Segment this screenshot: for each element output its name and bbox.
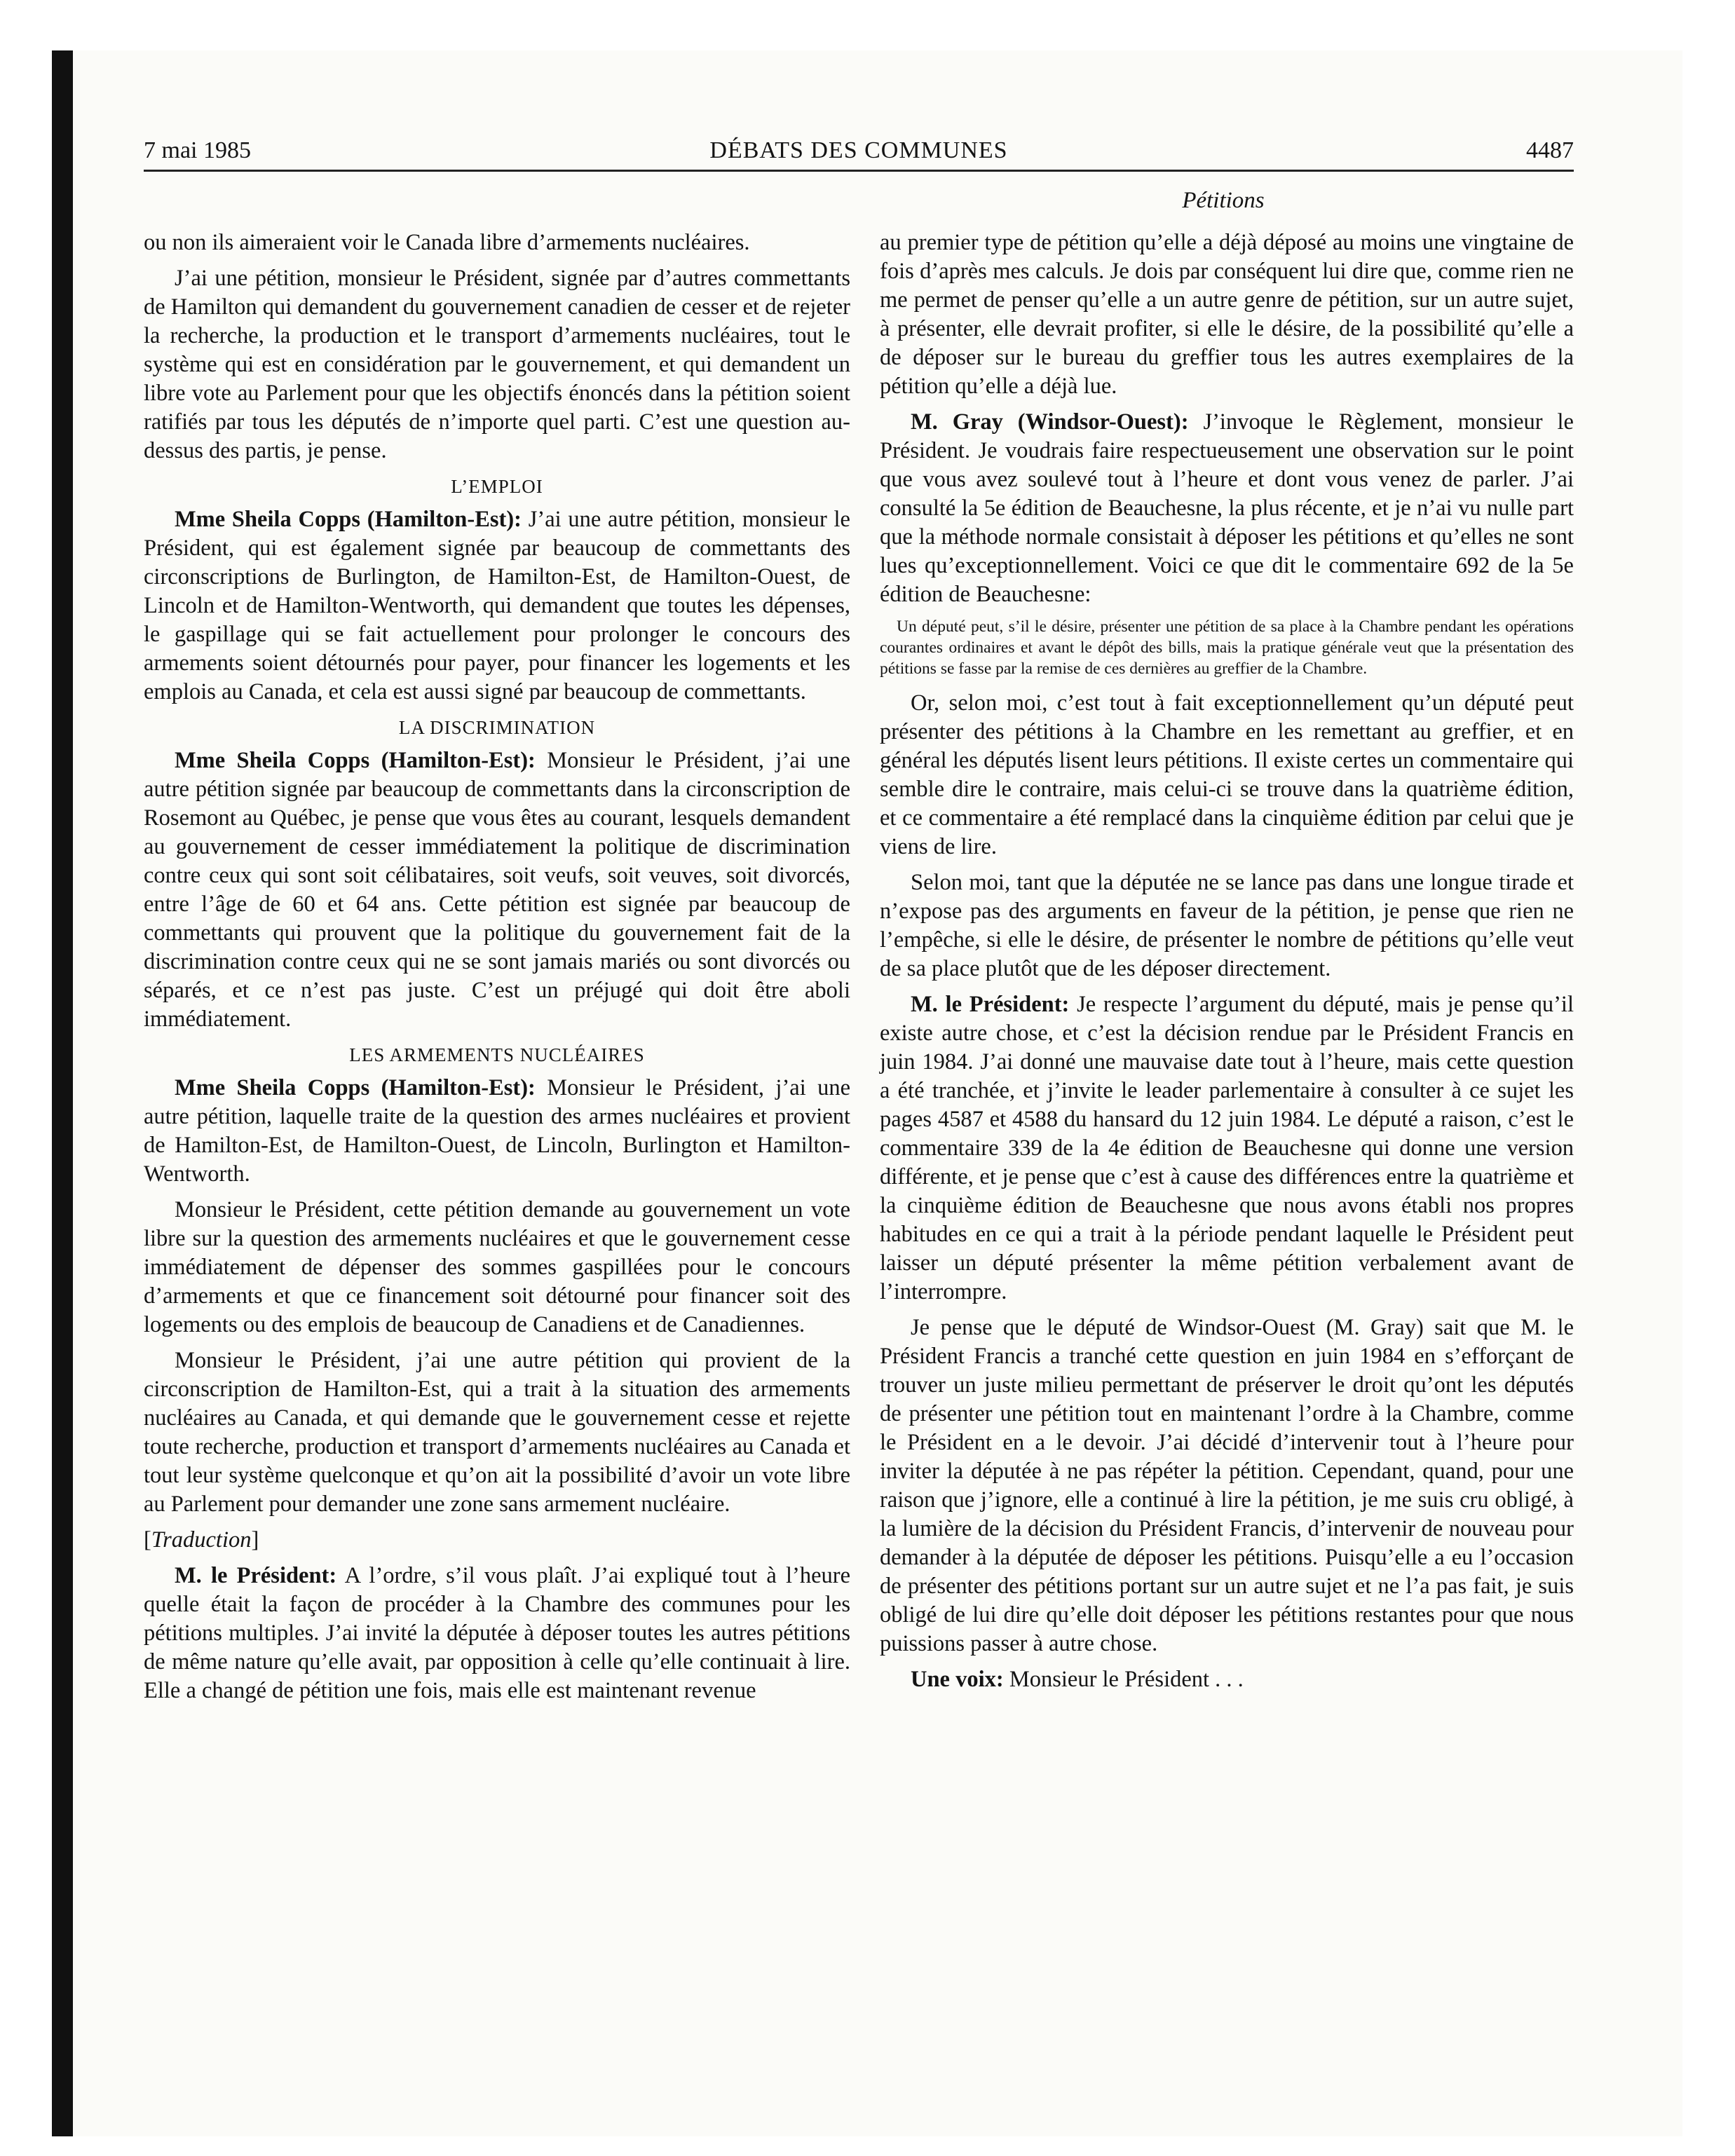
speech-paragraph bbox=[880, 1665, 1574, 1694]
scan-margin bbox=[0, 0, 53, 2156]
speaker-name: Mme Sheila Copps (Hamilton-Est): bbox=[175, 1075, 536, 1100]
speaker-name: Mme Sheila Copps (Hamilton-Est): bbox=[175, 507, 522, 532]
header-date: 7 mai 1985 bbox=[144, 137, 251, 163]
speech-paragraph bbox=[880, 408, 1574, 609]
subheading: LES ARMEMENTS NUCLÉAIRES bbox=[349, 1044, 645, 1065]
speech-text: J’ai une autre pétition, monsieur le Président, qui est également signée par beaucoup de commettants des circonscriptions de Burlington, de Hamilton-Est, de Hamilton-Ouest, de Lincoln et de Hamilton-Wentworth, qui demandent que toutes les dépenses, le gaspillage qui se fait actuellement pour prolonger le concours des armements soient détournés pour payer, pour financer les logements et les emplois au Canada, et cela est aussi signé par beaucoup de commettants. bbox=[144, 507, 850, 704]
subheading: LA DISCRIMINATION bbox=[398, 717, 596, 738]
speech-text: J’invoque le Règlement, monsieur le Président. Je voudrais faire respectueusement une observation sur le point que vous avez soulevé tout à l’heure et dont vous venez de parler. J’ai consulté la 5e édition de Beauchesne, la plus récente, et je n’ai vu nulle part que la méthode normale consistait à déposer les pétitions et qu’elles ne sont lues qu’exceptionnellement. Voici ce que dit le commentaire 692 de la 5e édition de Beauchesne: bbox=[880, 409, 1574, 607]
speaker-name: Mme Sheila Copps (Hamilton-Est): bbox=[175, 748, 536, 773]
speech-text: Monsieur le Président, j’ai une autre pétition, laquelle traite de la question des armes nucléaires et provient de Hamilton-Est, de Hamilton-Ouest, de Lincoln, Burlington et Hamilton-Wentworth. bbox=[144, 1075, 850, 1187]
speaker-name: M. le Président: bbox=[911, 992, 1070, 1017]
speech-text: Je respecte l’argument du député, mais je pense qu’il existe autre chose, et c’est la décision rendue par le Président Francis en juin 1984. J’ai donné une mauvaise date tout à l’heure, mais cette question a été tranchée, et j’invite le leader parlementaire à consulter à ce sujet les pages 4587 et 4588 du hansard du 12 juin 1984. Le député a raison, c’est le commentaire 339 de la 4e édition de Beauchesne qui donne une version différente, et je pense que c’est à cause des différences entre la quatrième et la cinquième édition de Beauchesne que nous avons établi nos propres habitudes en ce qui a trait à la période pendant laquelle le Président peut laisser un député présenter la même pétition verbalement avant de l’interrompre. bbox=[880, 992, 1574, 1304]
header-title: DÉBATS DES COMMUNES bbox=[709, 137, 1008, 163]
page-header bbox=[144, 137, 1574, 172]
scan-edge bbox=[52, 50, 73, 2136]
speaker-name: M. le Président: bbox=[175, 1563, 337, 1588]
speech-text: Monsieur le Président, j’ai une autre pétition signée par beaucoup de commettants dans la circonscription de Rosemont au Québec, je pense que vous êtes au courant, lesquels demandent au gouvernement de cesser immédiatement la politique de discrimination contre ceux qui sont soit célibataires, soit veufs, soit veuves, soit divorcés, entre l’âge de 60 et 64 ans. Cette pétition est signée par beaucoup de commettants qui prouvent que la politique du gouvernement fait de la discrimination contre ceux qui ne se sont jamais mariés ou sont divorcés ou séparés, et ce n’est pas juste. C’est un préjugé qui doit être aboli immédiatement. bbox=[144, 748, 850, 1032]
paragraph: Monsieur le Président, cette pétition demande au gouvernement un vote libre sur la question des armements nucléaires et que le gouvernement cesse immédiatement de dépenser des sommes gaspillées pour le concours d’armements et que ce financement soit détourné pour financer soit des logements ou des emplois de beaucoup de Canadiens et de Canadiennes. bbox=[144, 1197, 850, 1337]
paragraph: au premier type de pétition qu’elle a déjà déposé au moins une vingtaine de fois d’après mes calculs. Je dois par conséquent lui dire que, comme rien ne me permet de penser qu’elle a un autre genre de pétition, sur un autre sujet, à présenter, elle devrait profiter, si elle le désire, de la possibilité qu’elle a de déposer sur le bureau du greffier tous les autres exemplaires de la pétition qu’elle a déjà lue. bbox=[880, 230, 1574, 399]
speech-paragraph bbox=[144, 1562, 850, 1705]
translation-marker bbox=[144, 1526, 850, 1555]
bracket-open: [ bbox=[144, 1527, 151, 1553]
paragraph: Or, selon moi, c’est tout à fait exceptionnellement qu’un député peut présenter des pétitions à la Chambre en les remettant au greffier, et en général les députés lisent leurs pétitions. Il existe certes un commentaire qui semble dire le contraire, mais celui-ci se trouve dans la quatrième édition, et ce commentaire a été remplacé dans la cinquième édition par celui que je viens de lire. bbox=[880, 690, 1574, 859]
speech-text: A l’ordre, s’il vous plaît. J’ai expliqué tout à l’heure quelle était la façon de procéder à la Chambre des communes pour les pétitions multiples. J’ai invité la députée à déposer toutes les autres pétitions de même nature qu’elle avait, par opposition à celle qu’elle continuait à lire. Elle a changé de pétition une fois, mais elle est maintenant revenue bbox=[144, 1563, 851, 1703]
paragraph: Monsieur le Président, j’ai une autre pétition qui provient de la circonscription de Hamilton-Est, qui a trait à la situation des armements nucléaires au Canada, et qui demande que le gouvernement cesse et rejette toute recherche, production et transport d’armements nucléaires au Canada et tout leur système quelconque et qu’on ait la possibilité d’avoir un vote libre au Parlement pour demander une zone sans armement nucléaire. bbox=[144, 1348, 850, 1517]
bracket-close: ] bbox=[251, 1527, 259, 1553]
speech-paragraph bbox=[880, 990, 1574, 1306]
right-column bbox=[880, 228, 1574, 1701]
speaker-name: M. Gray (Windsor-Ouest): bbox=[911, 409, 1189, 435]
subheading: L’EMPLOI bbox=[451, 476, 543, 497]
speech-paragraph bbox=[144, 746, 850, 1034]
block-quote: Un député peut, s’il le désire, présenter une pétition de sa place à la Chambre pendant les opérations courantes ordinaires et avant le dépôt des bills, mais la pratique générale veut que la présentation des pétitions se fasse par la remise de ces dernières au greffier de la Chambre. bbox=[880, 618, 1574, 678]
paragraph: Selon moi, tant que la députée ne se lance pas dans une longue tirade et n’expose pas des arguments en faveur de la pétition, je pense que rien ne l’empêche, si elle le désire, de présenter le nombre de pétitions qu’elle veut de sa place plutôt que de les déposer directement. bbox=[880, 870, 1574, 981]
speech-text: Monsieur le Président . . . bbox=[1003, 1667, 1244, 1692]
paragraph: J’ai une pétition, monsieur le Président, signée par d’autres commettants de Hamilton qui demandent du gouvernement canadien de cesser et de rejeter la recherche, la production et le transport d’armements nucléaires, tout le système qui est en considération par le gouvernement, et qui demandent un libre vote au Parlement pour que les objectifs énoncés dans la pétition soient ratifiés par tous les députés de n’importe quel parti. C’est une question au-dessus des partis, je pense. bbox=[144, 266, 850, 463]
speaker-name: Une voix: bbox=[911, 1667, 1004, 1692]
header-page-number: 4487 bbox=[1526, 137, 1574, 163]
paragraph: ou non ils aimeraient voir le Canada libre d’armements nucléaires. bbox=[144, 230, 750, 255]
translation-label: Traduction bbox=[151, 1527, 252, 1553]
speech-paragraph bbox=[144, 1074, 850, 1189]
left-column bbox=[144, 228, 850, 1712]
paragraph: Je pense que le député de Windsor-Ouest (M. Gray) sait que M. le Président Francis a tranché cette question en juin 1984 en s’efforçant de trouver un juste milieu permettant de préserver le droit qu’ont les députés de présenter une pétition tout en maintenant l’ordre à la Chambre, comme le Président en a le devoir. J’ai décidé d’intervenir tout à l’heure pour inviter la députée à ne pas répéter la pétition. Cependant, quand, pour une raison que j’ignore, elle a continué à lire la pétition, je me suis cru obligé, à la lumière de la décision du Président Francis, d’intervenir de nouveau pour demander à la députée de déposer les pétitions. Puisqu’elle a eu l’occasion de présenter des pétitions portant sur un autre sujet et ne l’a pas fait, je suis obligé de lui dire qu’elle doit déposer les pétitions restantes pour que nous puissions passer à autre chose. bbox=[880, 1315, 1574, 1656]
speech-paragraph bbox=[144, 505, 850, 707]
section-title: Pétitions bbox=[1182, 188, 1265, 213]
